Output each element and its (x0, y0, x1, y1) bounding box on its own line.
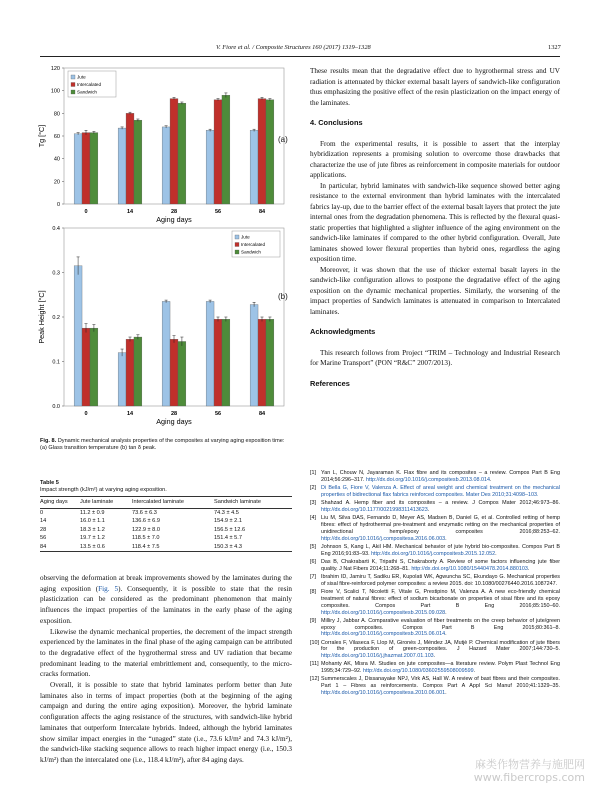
y-tick-label: 0.3 (52, 270, 60, 277)
table-cell: 151.4 ± 5.7 (214, 535, 242, 542)
reference-number: [11] (310, 661, 319, 668)
reference-text (321, 485, 560, 499)
reference-item (310, 500, 560, 514)
bar-sandwich (222, 95, 230, 204)
chart-tg (37, 60, 302, 228)
legend-swatch (235, 235, 239, 239)
bar-intercalated (170, 99, 178, 204)
table-cell: 18.3 ± 1.2 (80, 526, 105, 533)
x-tick-label: 84 (258, 209, 266, 215)
reference-item (310, 640, 560, 661)
page-number: 1327 (548, 44, 561, 51)
reference-number: [7] (310, 573, 316, 580)
reference-text: Mohanty AK, Misra M. Studies on jute composites—a literature review. Polym Plast Technol Eng 1995;34:729–92. http://dx.doi.org/10.1080/03602559508009599. (321, 661, 560, 675)
table-cell: 28 (40, 526, 47, 533)
table-label: Table 5 (40, 480, 59, 486)
reference-text: Milliry J, Jabbar A. Comparative evaluation of fiber treatments on the creep behavior of jute/green epoxy composites. Compos Part B Eng 2015;80:361–8. http://dx.doi.org/10.1016/j.compositesb.2015.06.014. (321, 617, 560, 638)
table-caption: Impact strength (kJ/m²) at varying aging exposition. (40, 487, 167, 493)
y-tick-label: 80 (53, 111, 60, 118)
bar-sandwich (134, 120, 142, 204)
impact-strength-table (40, 496, 292, 552)
y-tick-label: 0.2 (52, 315, 60, 321)
paragraph: observing the deformation at break improvements showed by the laminates during the aging exposition (Fig. 5). Consequently, it is possible to state that the resin plasticization can be considered as the predominant phenomenon that mainly influences the impact properties of the laminates in the early phase of the aging exposition. (40, 574, 293, 625)
reference-number: [5] (310, 543, 316, 550)
reference-text: Shahzad A. Hemp fiber and its composites – a review. J Compos Mater 2012;46:973–86. http://dx.doi.org/10.1177/0021998311413623. (321, 500, 560, 513)
section-heading: 4. Conclusions (310, 118, 363, 127)
y-axis-label: Tg [°C] (37, 124, 46, 148)
x-tick-label: 0 (84, 209, 88, 215)
table-cell: 150.3 ± 4.3 (214, 543, 292, 552)
reference-link[interactable]: http://dx.doi.org/10.1016/j.compositesa.2010.06.001 (321, 690, 446, 697)
bar-intercalated (126, 113, 134, 204)
reference-number: [2] (310, 485, 316, 491)
reference-number: [12] (310, 676, 319, 683)
table-cell: 11.2 ± 0.9 (80, 510, 105, 516)
reference-item (310, 485, 560, 499)
bar-sandwich (90, 133, 98, 204)
legend-label: Sandwich (241, 249, 261, 255)
journal-citation: V. Fiore et al. / Composite Structures 160 (2017) 1319–1328 (216, 44, 371, 51)
bar-intercalated (170, 339, 178, 406)
reference-link[interactable]: http://dx.doi.org/10.1177/0021998311413623 (321, 506, 428, 513)
table-row (40, 517, 292, 525)
references-heading: References (310, 378, 350, 388)
reference-link[interactable]: http://dx.doi.org/10.1016/j.compositesb.2015.12.052 (371, 550, 496, 557)
x-tick-label: 0 (84, 411, 88, 417)
legend-swatch (71, 83, 75, 87)
x-tick-label: 28 (170, 411, 178, 417)
reference-text: Ibrahim ID, Jamiru T, Sadiku ER, Kupolati WK, Agwuncha SC, Ekundayo G. Mechanical properties of sisal fibre-reinforced polymer composites: a review 2015. doi: 10.1080/00276440.2016.1087247. (321, 573, 560, 587)
panel-label-a: (a) (278, 135, 288, 144)
reference-link[interactable]: http://dx.doi.org/10.1016/j.compositesa.2016.06.003 (321, 535, 446, 542)
bar-intercalated (214, 319, 222, 406)
running-header (0, 44, 595, 56)
table-cell: 0 (40, 510, 44, 516)
bar-intercalated (126, 339, 134, 406)
reference-number: [9] (310, 617, 316, 624)
bar-jute (74, 134, 82, 204)
chart-peak-height (37, 222, 302, 434)
bar-intercalated (258, 319, 266, 406)
reference-text: Das B, Chakrabarti K, Tripathi S, Chakraborty A. Review of some factors influencing jute fiber quality. J Nat Fibers 2014;11:268–81. http://dx.doi.org/10.1080/15440478.2014.880103. (321, 558, 560, 572)
bar-intercalated (214, 100, 222, 204)
y-tick-label: 0.4 (52, 226, 60, 232)
x-axis-label: Aging days (156, 417, 192, 426)
y-tick-label: 0.0 (52, 404, 60, 410)
bar-sandwich (266, 100, 274, 204)
bar-sandwich (90, 328, 98, 406)
reference-item (310, 515, 560, 543)
bar-intercalated (82, 133, 90, 204)
reference-text: Corrales F, Vilaseca F, Llop M, Gironès J, Méndez JA, Mutjè P. Chemical modification of jute fibers for the production of green-composites. J Hazard Mater 2007;144:730–5. http://dx.doi.org/10.1016/j.jhazmat.2007.01.103. (321, 639, 560, 660)
caption-text: Dynamic mechanical analysis properties of the composites at varying aging exposition time: (a) Glass transition temperature (b) tan δ peak. (40, 438, 285, 452)
reference-item (310, 589, 560, 617)
paragraph: From the experimental results, it is possible to assert that the interplay hybridization represents a promising solution to overcome those drawbacks that characterize the use of jute fibres as reinforcement in composite materials for outdoor applications. (310, 139, 560, 179)
y-tick-label: 100 (50, 88, 60, 95)
paragraph: Likewise the dynamic mechanical properties, the decrement of the impact strength experienced by the laminates in the final phase of the aging campaign can be attributed to the degradative effect of the hygrothermal stress and UV radiation that became predominant leading to the material embrittlement and, consequently, to the micro-cracks formation. (40, 627, 292, 679)
table-cell: 74.3 ± 4.5 (214, 510, 239, 516)
panel-label-b: (b) (278, 292, 288, 301)
reference-item (310, 676, 560, 697)
column-header: Jute laminate (80, 497, 132, 509)
bar-sandwich (222, 319, 230, 406)
bar-jute (118, 353, 126, 406)
y-axis-label: Peak Height [°C] (37, 290, 46, 344)
reference-link[interactable]: http://dx.doi.org/10.1016/j.compositesb.2013.08.014 (365, 476, 491, 483)
reference-number: [8] (310, 588, 316, 595)
table-cell: 154.9 ± 2.1 (214, 518, 242, 525)
watermark-line: 麻类作物营养与施肥网 (475, 758, 585, 771)
reference-number: [3] (310, 500, 316, 506)
legend-swatch (71, 75, 75, 79)
table-title (40, 480, 292, 494)
acknowledgments-heading: Acknowledgments (310, 327, 376, 336)
watermark (474, 758, 585, 784)
legend-label: Jute (77, 74, 86, 80)
reference-link[interactable]: http://dx.doi.org/10.1080/15440478.2014.880103 (411, 565, 528, 572)
acknowledgments-text: This research follows from Project “TRIM – Technology and Industrial Research for Marine Transport” (PON “R&C” 2007/2013). (310, 348, 560, 367)
bar-jute (250, 305, 258, 406)
table-cell: 118.5 ± 7.0 (132, 535, 160, 542)
x-tick-label: 14 (126, 411, 134, 417)
y-tick-label: 20 (53, 179, 60, 186)
bar-jute (162, 301, 170, 406)
bar-jute (74, 266, 82, 406)
right-column-text (310, 66, 560, 399)
table-cell: 14 (40, 518, 47, 525)
legend-swatch (235, 243, 239, 247)
reference-number: [1] (310, 470, 316, 476)
figure-link[interactable]: Fig. 5 (98, 584, 119, 593)
table-cell: 73.6 ± 6.3 (132, 510, 157, 516)
reference-link[interactable]: http://dx.doi.org/10.1080/03602559508009599 (362, 668, 474, 675)
reference-item (310, 574, 560, 588)
legend-label: Intercalated (241, 242, 266, 248)
table-cell: 19.7 ± 1.2 (80, 535, 105, 542)
reference-item (310, 618, 560, 639)
reference-link[interactable]: http://dx.doi.org/10.1016/j.jhazmat.2007.01.103 (321, 653, 434, 660)
reference-text: Johnson S, Kang L, Akil HM. Mechanical behavior of jute hybrid bio-composites. Compos Part B Eng 2016;91:83–93. http://dx.doi.org/10.1016/j.compositesb.2015.12.052. (321, 543, 560, 557)
table-cell: 56 (40, 535, 47, 542)
reference-number: [4] (310, 515, 316, 521)
column-header: Intercalated laminate (132, 497, 214, 509)
x-tick-label: 56 (214, 209, 222, 215)
y-tick-label: 60 (53, 134, 60, 140)
paragraph: In particular, hybrid laminates with sandwich-like sequence showed better aging resistance to the external environment than hybrid laminates with the intercalated fabrics lay-up, due to the barrier effect of the external basalt layers that protect the jute internal ones from the degradation phenomena. This is reflected by the flexural quasi-static properties that highlighted a slighter influence of the aging environment on the sandwich-like laminates if compared to the other hybrid configuration. Overall, Jute laminates showed lower flexural properties than hybrid ones, regardless the aging exposition time. (310, 181, 560, 263)
header-rule (40, 56, 560, 57)
bar-intercalated (82, 328, 90, 406)
table-cell: 156.5 ± 12.6 (214, 526, 246, 533)
table-row (40, 534, 292, 542)
table-cell: 16.0 ± 1.1 (80, 518, 105, 525)
legend-label: Sandwich (77, 89, 97, 95)
bar-jute (206, 301, 214, 406)
x-tick-label: 84 (258, 411, 266, 417)
reference-link[interactable]: http://dx.doi.org/10.1016/j.compositesb.2015.06.014 (321, 631, 446, 638)
bar-jute (206, 130, 214, 204)
table-row (40, 509, 292, 518)
table-cell: 136.6 ± 6.9 (132, 518, 160, 525)
bar-sandwich (178, 341, 186, 406)
column-header: Aging days (40, 497, 80, 509)
reference-number: [10] (310, 639, 319, 646)
y-tick-label: 0.1 (52, 359, 60, 366)
reference-item (310, 661, 560, 675)
reference-item (310, 470, 560, 484)
y-tick-label: 0 (56, 202, 60, 208)
table-row (40, 543, 292, 552)
bar-sandwich (266, 319, 274, 406)
caption-label: Fig. 8. (40, 438, 57, 444)
bar-jute (162, 127, 170, 204)
reference-text: Fiore V, Scalici T, Nicoletti F, Vitale G, Prestipino M, Valenza A. A new eco-friendly chemical treatment of natural fibres: effect of sodium bicarbonate on properties of sisal fibre and its epoxy composites. Compos Part B Eng 2016;85:150–60. http://dx.doi.org/10.1016/j.compositesb.2015.09.028. (321, 588, 560, 616)
figure-caption (40, 438, 292, 452)
x-tick-label: 28 (170, 209, 178, 215)
bar-sandwich (178, 103, 186, 204)
reference-item (310, 544, 560, 558)
reference-link[interactable]: Di Bella G, Fiore V, Valenza A. Effect of areal weight and chemical treatment on the mechanical properties of bidirectional flax fabrics reinforced composites. Mater Des 2010;31:4098–103. (321, 485, 560, 498)
reference-number: [6] (310, 558, 316, 565)
column-header: Sandwich laminate (214, 497, 292, 509)
paragraph: Moreover, it was shown that the use of thicker external basalt layers in the sandwich-like configuration allows to postpone the degradative effect of the aging exposition on the dynamic mechanical properties. Similarly, the worsening of the impact properties of Sandwich laminates is attenuated in comparison to Intercalated laminates. (310, 265, 560, 316)
legend-swatch (71, 90, 75, 94)
legend-label: Jute (241, 234, 250, 240)
x-axis-label: Aging days (156, 215, 192, 224)
x-tick-label: 14 (126, 209, 134, 215)
bar-intercalated (258, 99, 266, 204)
reference-item (310, 559, 560, 573)
reference-text: Summerscales J, Dissanayake NPJ, Virk AS, Hall W. A review of bast fibres and their composites. Part 1 – Fibres as reinforcements. Compos Part A Appl Sci Manuf 2010;41:1329–35. http://dx.doi.org/10.1016/j.compositesa.2010.06.001. (321, 676, 560, 697)
watermark-line: www.fibercrops.com (473, 771, 585, 784)
bar-jute (118, 128, 126, 204)
paragraph: These results mean that the degradative effect due to hygrothermal stress and UV radiation is attenuated by thicker external basalt layers of sandwich-like configuration thus emphasizing the positive effect of the resin plasticization on the impact energy of the laminates. (310, 67, 560, 107)
legend-label: Intercalated (77, 82, 102, 88)
reference-link[interactable]: http://dx.doi.org/10.1016/j.compositesb.2015.09.028 (321, 609, 446, 616)
references-list (310, 470, 560, 698)
bar-jute (250, 130, 258, 204)
table-cell: 118.4 ± 7.5 (132, 543, 214, 552)
legend-swatch (235, 250, 239, 254)
y-tick-label: 40 (53, 156, 60, 163)
y-tick-label: 120 (50, 66, 60, 72)
left-column-text (40, 573, 292, 766)
table-cell: 13.5 ± 0.6 (80, 543, 132, 552)
table-cell: 122.9 ± 8.0 (132, 526, 160, 533)
reference-text: Yan L, Chouw N, Jayaraman K. Flax fibre and its composites – a review. Compos Part B Eng 2014;56:296–317. http://dx.doi.org/10.1016/j.compositesb.2013.08.014. (321, 470, 560, 483)
table-row (40, 526, 292, 534)
bar-sandwich (134, 337, 142, 406)
paragraph: Overall, it is possible to state that hybrid laminates perform better than Jute laminates also in terms of impact properties (both at the beginning of the aging campaign and during the entire aging exposition). Moreover, the hybrid laminate configuration affects the aging resistance of the structures, with sandwich-like hybrid laminates that outperform Intercalate hybrids. Indeed, although the hybrid laminates show similar impact energies in the “unaged” state (i.e., 73.6 kJ/m² and 74.3 kJ/m²), the sandwich-like stacking sequence allows to reach higher impact energy (i.e., 150.3 kJ/m²) than the intercalated one (i.e., 118.4 kJ/m²), after 84 aging days. (40, 681, 292, 764)
table-cell: 84 (40, 543, 80, 552)
table-header-row (40, 497, 292, 509)
reference-text: Liu M, Silva DAS, Fernando D, Meyer AS, Madsen B, Daniel G, et al. Controlled retting of hemp fibres: effect of hydrothermal pre-treatment and enzymatic retting on the mechanical properties of unidirectional hemp/epoxy composites 2016;88:253–62. http://dx.doi.org/10.1016/j.compositesa.2016.06.003. (321, 515, 560, 542)
x-tick-label: 56 (214, 411, 222, 417)
